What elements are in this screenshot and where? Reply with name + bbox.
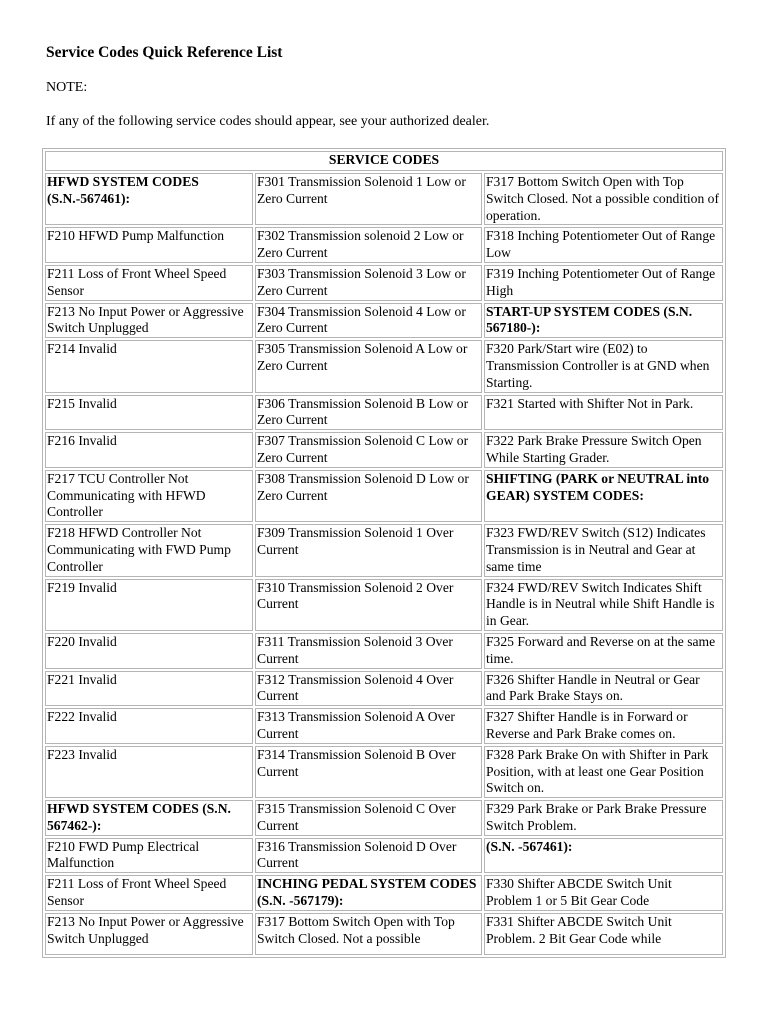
table-header-row xyxy=(45,151,723,171)
code-cell: F319 Inching Potentiometer Out of Range High xyxy=(484,265,723,301)
code-cell: F316 Transmission Solenoid D Over Current xyxy=(255,838,482,874)
code-cell: F307 Transmission Solenoid C Low or Zero Current xyxy=(255,432,482,468)
note-label: NOTE: xyxy=(46,80,88,95)
table-row xyxy=(45,524,723,576)
code-cell: F220 Invalid xyxy=(45,633,253,669)
code-cell: F325 Forward and Reverse on at the same time. xyxy=(484,633,723,669)
code-cell: F318 Inching Potentiometer Out of Range Low xyxy=(484,227,723,263)
page-title: Service Codes Quick Reference List xyxy=(46,44,283,61)
code-cell: F218 HFWD Controller Not Communicating with FWD Pump Controller xyxy=(45,524,253,576)
table-row xyxy=(45,913,723,955)
table-row xyxy=(45,303,723,339)
code-cell: (S.N. -567461): xyxy=(484,838,723,874)
table-row xyxy=(45,838,723,874)
code-cell: F222 Invalid xyxy=(45,708,253,744)
code-cell: F304 Transmission Solenoid 4 Low or Zero Current xyxy=(255,303,482,339)
table-row xyxy=(45,800,723,836)
table-row xyxy=(45,432,723,468)
code-cell: F331 Shifter ABCDE Switch Unit Problem. 2 Bit Gear Code while xyxy=(484,913,723,955)
code-cell: START-UP SYSTEM CODES (S.N. 567180-): xyxy=(484,303,723,339)
table-row xyxy=(45,470,723,522)
code-cell: F317 Bottom Switch Open with Top Switch Closed. Not a possible xyxy=(255,913,482,955)
table-row xyxy=(45,340,723,392)
code-cell: F328 Park Brake On with Shifter in Park Position, with at least one Gear Position Switch on. xyxy=(484,746,723,798)
code-cell: F326 Shifter Handle in Neutral or Gear and Park Brake Stays on. xyxy=(484,671,723,707)
code-cell: INCHING PEDAL SYSTEM CODES (S.N. -567179): xyxy=(255,875,482,911)
code-cell: HFWD SYSTEM CODES (S.N.-567461): xyxy=(45,173,253,225)
code-cell: F306 Transmission Solenoid B Low or Zero Current xyxy=(255,395,482,431)
code-cell: F313 Transmission Solenoid A Over Current xyxy=(255,708,482,744)
intro-text: If any of the following service codes should appear, see your authorized dealer. xyxy=(46,114,490,129)
code-cell: F324 FWD/REV Switch Indicates Shift Handle is in Neutral while Shift Handle is in Gear. xyxy=(484,579,723,631)
code-cell: F211 Loss of Front Wheel Speed Sensor xyxy=(45,265,253,301)
table-row xyxy=(45,671,723,707)
table-row xyxy=(45,395,723,431)
code-cell: F315 Transmission Solenoid C Over Current xyxy=(255,800,482,836)
table-row xyxy=(45,708,723,744)
code-cell: F211 Loss of Front Wheel Speed Sensor xyxy=(45,875,253,911)
code-cell: F309 Transmission Solenoid 1 Over Current xyxy=(255,524,482,576)
code-cell: F214 Invalid xyxy=(45,340,253,392)
code-cell: F323 FWD/REV Switch (S12) Indicates Transmission is in Neutral and Gear at same time xyxy=(484,524,723,576)
code-cell: F221 Invalid xyxy=(45,671,253,707)
code-cell: F217 TCU Controller Not Communicating with HFWD Controller xyxy=(45,470,253,522)
code-cell: F329 Park Brake or Park Brake Pressure Switch Problem. xyxy=(484,800,723,836)
table-row xyxy=(45,227,723,263)
code-cell: F320 Park/Start wire (E02) to Transmission Controller is at GND when Starting. xyxy=(484,340,723,392)
code-cell: F327 Shifter Handle is in Forward or Reverse and Park Brake comes on. xyxy=(484,708,723,744)
code-cell: SHIFTING (PARK or NEUTRAL into GEAR) SYSTEM CODES: xyxy=(484,470,723,522)
table-header: SERVICE CODES xyxy=(45,151,723,171)
code-cell: F305 Transmission Solenoid A Low or Zero Current xyxy=(255,340,482,392)
service-codes-table xyxy=(42,148,726,958)
code-cell: F219 Invalid xyxy=(45,579,253,631)
code-cell: F314 Transmission Solenoid B Over Current xyxy=(255,746,482,798)
code-cell: F308 Transmission Solenoid D Low or Zero Current xyxy=(255,470,482,522)
code-cell: F213 No Input Power or Aggressive Switch Unplugged xyxy=(45,303,253,339)
code-cell: F311 Transmission Solenoid 3 Over Current xyxy=(255,633,482,669)
code-cell: F322 Park Brake Pressure Switch Open While Starting Grader. xyxy=(484,432,723,468)
code-cell: F210 FWD Pump Electrical Malfunction xyxy=(45,838,253,874)
code-cell: F302 Transmission solenoid 2 Low or Zero Current xyxy=(255,227,482,263)
code-cell: F317 Bottom Switch Open with Top Switch Closed. Not a possible condition of operation. xyxy=(484,173,723,225)
code-cell: F215 Invalid xyxy=(45,395,253,431)
code-cell: HFWD SYSTEM CODES (S.N. 567462-): xyxy=(45,800,253,836)
code-cell: F310 Transmission Solenoid 2 Over Current xyxy=(255,579,482,631)
code-cell: F210 HFWD Pump Malfunction xyxy=(45,227,253,263)
table-row xyxy=(45,746,723,798)
table-row xyxy=(45,633,723,669)
table-row xyxy=(45,265,723,301)
code-cell: F303 Transmission Solenoid 3 Low or Zero Current xyxy=(255,265,482,301)
code-cell: F223 Invalid xyxy=(45,746,253,798)
code-cell: F301 Transmission Solenoid 1 Low or Zero Current xyxy=(255,173,482,225)
code-cell: F330 Shifter ABCDE Switch Unit Problem 1 or 5 Bit Gear Code xyxy=(484,875,723,911)
code-cell: F216 Invalid xyxy=(45,432,253,468)
code-cell: F213 No Input Power or Aggressive Switch Unplugged xyxy=(45,913,253,955)
table-row xyxy=(45,875,723,911)
code-cell: F321 Started with Shifter Not in Park. xyxy=(484,395,723,431)
table-row xyxy=(45,579,723,631)
code-cell: F312 Transmission Solenoid 4 Over Current xyxy=(255,671,482,707)
table-row xyxy=(45,173,723,225)
